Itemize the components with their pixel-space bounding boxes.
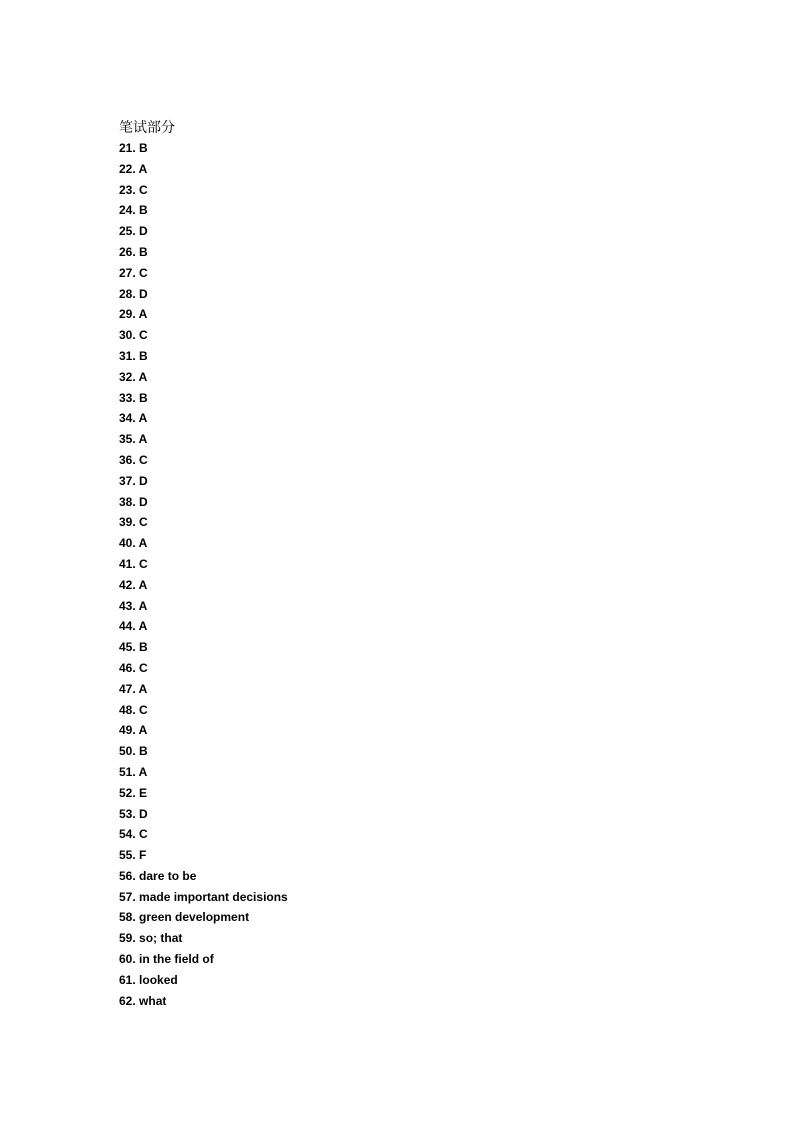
- question-number: 61.: [119, 972, 136, 987]
- answer-text: A: [138, 411, 148, 426]
- question-number: 62.: [119, 993, 136, 1008]
- question-number: 32.: [119, 369, 136, 384]
- question-number: 23.: [119, 182, 136, 197]
- answer-item: [119, 408, 679, 429]
- answer-item: [119, 596, 679, 617]
- answer-item: [119, 471, 679, 492]
- answer-text: green development: [139, 910, 250, 925]
- answer-item: [119, 242, 679, 263]
- answer-text: C: [139, 827, 148, 842]
- answer-item: [119, 575, 679, 596]
- question-number: 55.: [119, 848, 136, 863]
- question-number: 46.: [119, 660, 136, 675]
- answer-text: B: [139, 348, 148, 363]
- question-number: 22.: [119, 161, 136, 176]
- answer-text: F: [139, 848, 147, 863]
- answer-item: [119, 991, 679, 1012]
- answer-text: C: [139, 556, 148, 571]
- answer-item: [119, 762, 679, 783]
- answer-item: [119, 845, 679, 866]
- answer-text: C: [139, 265, 148, 280]
- question-number: 57.: [119, 889, 136, 904]
- answer-item: [119, 159, 679, 180]
- answer-item: [119, 907, 679, 928]
- answer-item: [119, 741, 679, 762]
- answer-item: [119, 492, 679, 513]
- question-number: 21.: [119, 141, 136, 155]
- answer-text: B: [139, 203, 148, 218]
- answer-text: C: [139, 660, 148, 675]
- answer-item: [119, 887, 679, 908]
- answer-text: D: [139, 806, 148, 821]
- question-number: 49.: [119, 723, 136, 738]
- answer-text: A: [138, 432, 148, 447]
- question-number: 42.: [119, 577, 136, 592]
- answer-text: C: [139, 182, 148, 197]
- answer-item: [119, 824, 679, 845]
- answer-item: [119, 512, 679, 533]
- answer-text: D: [139, 224, 148, 239]
- question-number: 33.: [119, 390, 136, 405]
- answer-list: [119, 138, 679, 1011]
- answer-text: B: [139, 390, 148, 405]
- question-number: 59.: [119, 931, 136, 946]
- answer-item: [119, 700, 679, 721]
- answer-item: [119, 346, 679, 367]
- question-number: 45.: [119, 640, 136, 655]
- answer-item: [119, 325, 679, 346]
- answer-item: [119, 783, 679, 804]
- answer-text: A: [138, 598, 148, 613]
- question-number: 30.: [119, 328, 136, 343]
- answer-text: what: [139, 993, 167, 1008]
- question-number: 40.: [119, 536, 136, 551]
- answer-text: C: [139, 452, 148, 467]
- answer-text: A: [138, 307, 148, 322]
- question-number: 29.: [119, 307, 136, 322]
- answer-item: [119, 554, 679, 575]
- question-number: 50.: [119, 744, 136, 759]
- question-number: 24.: [119, 203, 136, 218]
- answer-text: so; that: [139, 931, 183, 946]
- question-number: 28.: [119, 286, 136, 301]
- answer-item: [119, 367, 679, 388]
- question-number: 53.: [119, 806, 136, 821]
- answer-text: C: [139, 328, 148, 343]
- question-number: 48.: [119, 702, 136, 717]
- question-number: 58.: [119, 910, 136, 925]
- answer-item: [119, 970, 679, 991]
- answer-item: [119, 679, 679, 700]
- answer-text: B: [139, 744, 148, 759]
- answer-text: A: [138, 536, 148, 551]
- question-number: 43.: [119, 598, 136, 613]
- question-number: 35.: [119, 432, 136, 447]
- answer-text: A: [138, 161, 148, 176]
- question-number: 47.: [119, 681, 136, 696]
- answer-item: [119, 616, 679, 637]
- answer-text: A: [138, 723, 148, 738]
- answer-item: [119, 866, 679, 887]
- answer-item: [119, 429, 679, 450]
- answer-item: [119, 388, 679, 409]
- answer-text: C: [139, 515, 148, 530]
- answer-item: [119, 720, 679, 741]
- question-number: 41.: [119, 556, 136, 571]
- answer-text: D: [139, 494, 148, 509]
- answer-item: [119, 928, 679, 949]
- answer-item: [119, 304, 679, 325]
- answer-text: A: [138, 681, 148, 696]
- question-number: 37.: [119, 473, 136, 488]
- answer-item: [119, 284, 679, 305]
- question-number: 56.: [119, 868, 136, 883]
- answer-item: [119, 804, 679, 825]
- question-number: 44.: [119, 619, 136, 634]
- answer-text: looked: [139, 972, 178, 987]
- answer-text: made important decisions: [139, 889, 288, 904]
- question-number: 38.: [119, 494, 136, 509]
- question-number: 27.: [119, 265, 136, 280]
- question-number: 26.: [119, 244, 136, 259]
- answer-item: [119, 450, 679, 471]
- question-number: 52.: [119, 785, 136, 800]
- answer-text: E: [139, 785, 148, 800]
- answer-item: [119, 138, 679, 159]
- answer-text: dare to be: [139, 868, 197, 883]
- answer-item: [119, 180, 679, 201]
- answer-item: [119, 263, 679, 284]
- question-number: 51.: [119, 764, 136, 779]
- question-number: 60.: [119, 952, 136, 967]
- answer-text: A: [138, 369, 148, 384]
- answer-item: [119, 533, 679, 554]
- answer-text: B: [139, 141, 148, 155]
- answer-text: in the field of: [139, 952, 214, 967]
- answer-text: A: [138, 577, 148, 592]
- answer-text: A: [138, 764, 148, 779]
- question-number: 34.: [119, 411, 136, 426]
- question-number: 25.: [119, 224, 136, 239]
- question-number: 31.: [119, 348, 136, 363]
- answer-text: C: [139, 702, 148, 717]
- question-number: 36.: [119, 452, 136, 467]
- question-number: 54.: [119, 827, 136, 842]
- answer-item: [119, 200, 679, 221]
- answer-item: [119, 221, 679, 242]
- question-number: 39.: [119, 515, 136, 530]
- answer-text: D: [139, 473, 148, 488]
- answer-text: A: [138, 619, 148, 634]
- answer-item: [119, 637, 679, 658]
- answer-text: B: [139, 640, 148, 655]
- answer-text: D: [139, 286, 148, 301]
- answer-text: B: [139, 244, 148, 259]
- answer-item: [119, 658, 679, 679]
- section-title: 笔试部分: [119, 119, 175, 135]
- answer-item: [119, 949, 679, 970]
- answer-key: [119, 117, 679, 1011]
